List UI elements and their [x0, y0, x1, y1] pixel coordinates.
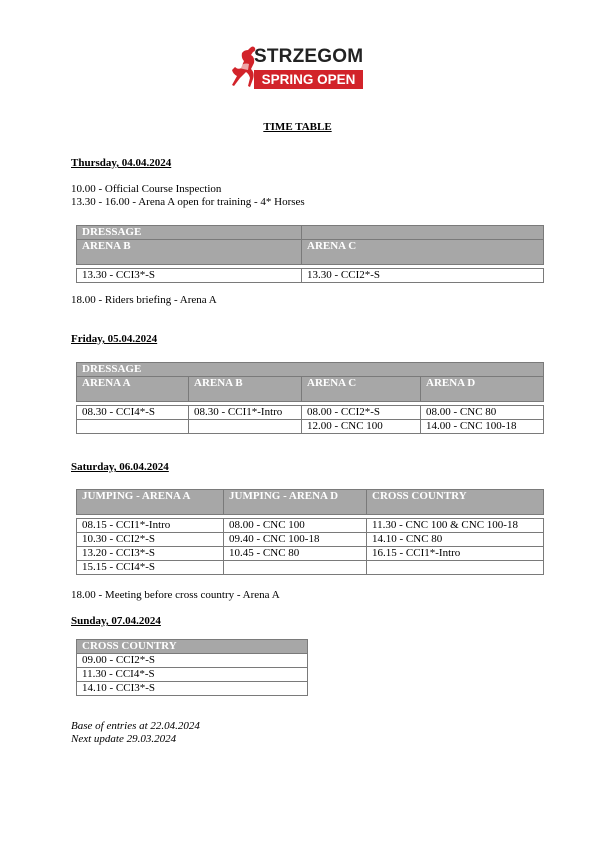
table-cell: 08.00 - CCI2*-S — [302, 406, 421, 420]
thursday-heading: Thursday, 04.04.2024 — [71, 157, 172, 169]
table-cell: 12.00 - CNC 100 — [302, 420, 421, 434]
table-row — [77, 269, 544, 283]
logo-text-bottom: SPRING OPEN — [254, 70, 363, 89]
table-cell: 08.30 - CCI1*-Intro — [189, 406, 302, 420]
column-header: ARENA C — [302, 377, 421, 402]
table-cell: 09.40 - CNC 100-18 — [224, 533, 367, 547]
table-row — [77, 406, 544, 420]
table-row — [77, 226, 544, 240]
column-header: ARENA B — [189, 377, 302, 402]
table-row — [77, 668, 308, 682]
thursday-line-1: 10.00 - Official Course Inspection — [71, 183, 222, 195]
saturday-table — [76, 489, 544, 575]
column-header: JUMPING - ARENA D — [224, 490, 367, 515]
section-header: DRESSAGE — [77, 226, 302, 240]
table-cell: 15.15 - CCI4*-S — [77, 561, 224, 575]
section-header-filler — [302, 226, 544, 240]
column-header: ARENA B — [77, 240, 302, 265]
table-row — [77, 519, 544, 533]
table-row — [77, 533, 544, 547]
table-row — [77, 363, 544, 377]
sunday-cross-country-table — [76, 639, 308, 696]
column-header: ARENA A — [77, 377, 189, 402]
page-title: TIME TABLE — [263, 121, 332, 133]
table-cell: 14.10 - CNC 80 — [367, 533, 544, 547]
table-row — [77, 682, 308, 696]
table-cell: 11.30 - CNC 100 & CNC 100-18 — [367, 519, 544, 533]
column-header: JUMPING - ARENA A — [77, 490, 224, 515]
section-header: CROSS COUNTRY — [77, 640, 308, 654]
table-row — [77, 561, 544, 575]
logo-text-top: STRZEGOM — [254, 46, 364, 67]
sunday-heading: Sunday, 07.04.2024 — [71, 615, 161, 627]
table-row — [77, 490, 544, 515]
column-header: ARENA C — [302, 240, 544, 265]
table-row — [77, 654, 308, 668]
footer-update-note: Next update 29.03.2024 — [71, 733, 177, 745]
logo — [230, 44, 366, 98]
column-header: CROSS COUNTRY — [367, 490, 544, 515]
table-cell: 16.15 - CCI1*-Intro — [367, 547, 544, 561]
table-cell: 13.20 - CCI3*-S — [77, 547, 224, 561]
table-cell — [367, 561, 544, 575]
friday-heading: Friday, 05.04.2024 — [71, 333, 158, 345]
table-row — [77, 547, 544, 561]
table-cell: 13.30 - CCI2*-S — [302, 269, 544, 283]
thursday-line-2: 13.30 - 16.00 - Arena A open for training - 4* Horses — [71, 196, 305, 208]
table-row — [77, 640, 308, 654]
friday-dressage-table — [76, 362, 544, 434]
table-cell: 08.00 - CNC 100 — [224, 519, 367, 533]
table-row — [77, 240, 544, 265]
table-row — [77, 420, 544, 434]
table-cell: 11.30 - CCI4*-S — [77, 668, 308, 682]
table-cell: 10.30 - CCI2*-S — [77, 533, 224, 547]
column-header: ARENA D — [421, 377, 544, 402]
table-cell: 14.00 - CNC 100-18 — [421, 420, 544, 434]
table-cell: 09.00 - CCI2*-S — [77, 654, 308, 668]
thursday-after: 18.00 - Riders briefing - Arena A — [71, 294, 217, 306]
table-cell: 10.45 - CNC 80 — [224, 547, 367, 561]
table-cell — [77, 420, 189, 434]
table-row — [77, 377, 544, 402]
section-header: DRESSAGE — [77, 363, 544, 377]
table-cell: 08.15 - CCI1*-Intro — [77, 519, 224, 533]
thursday-dressage-table — [76, 225, 544, 283]
footer-entries-note: Base of entries at 22.04.2024 — [71, 720, 200, 732]
table-cell — [224, 561, 367, 575]
table-cell: 14.10 - CCI3*-S — [77, 682, 308, 696]
table-cell — [189, 420, 302, 434]
table-cell: 13.30 - CCI3*-S — [77, 269, 302, 283]
table-cell: 08.00 - CNC 80 — [421, 406, 544, 420]
table-cell: 08.30 - CCI4*-S — [77, 406, 189, 420]
saturday-after: 18.00 - Meeting before cross country - Arena A — [71, 589, 280, 601]
saturday-heading: Saturday, 06.04.2024 — [71, 461, 169, 473]
